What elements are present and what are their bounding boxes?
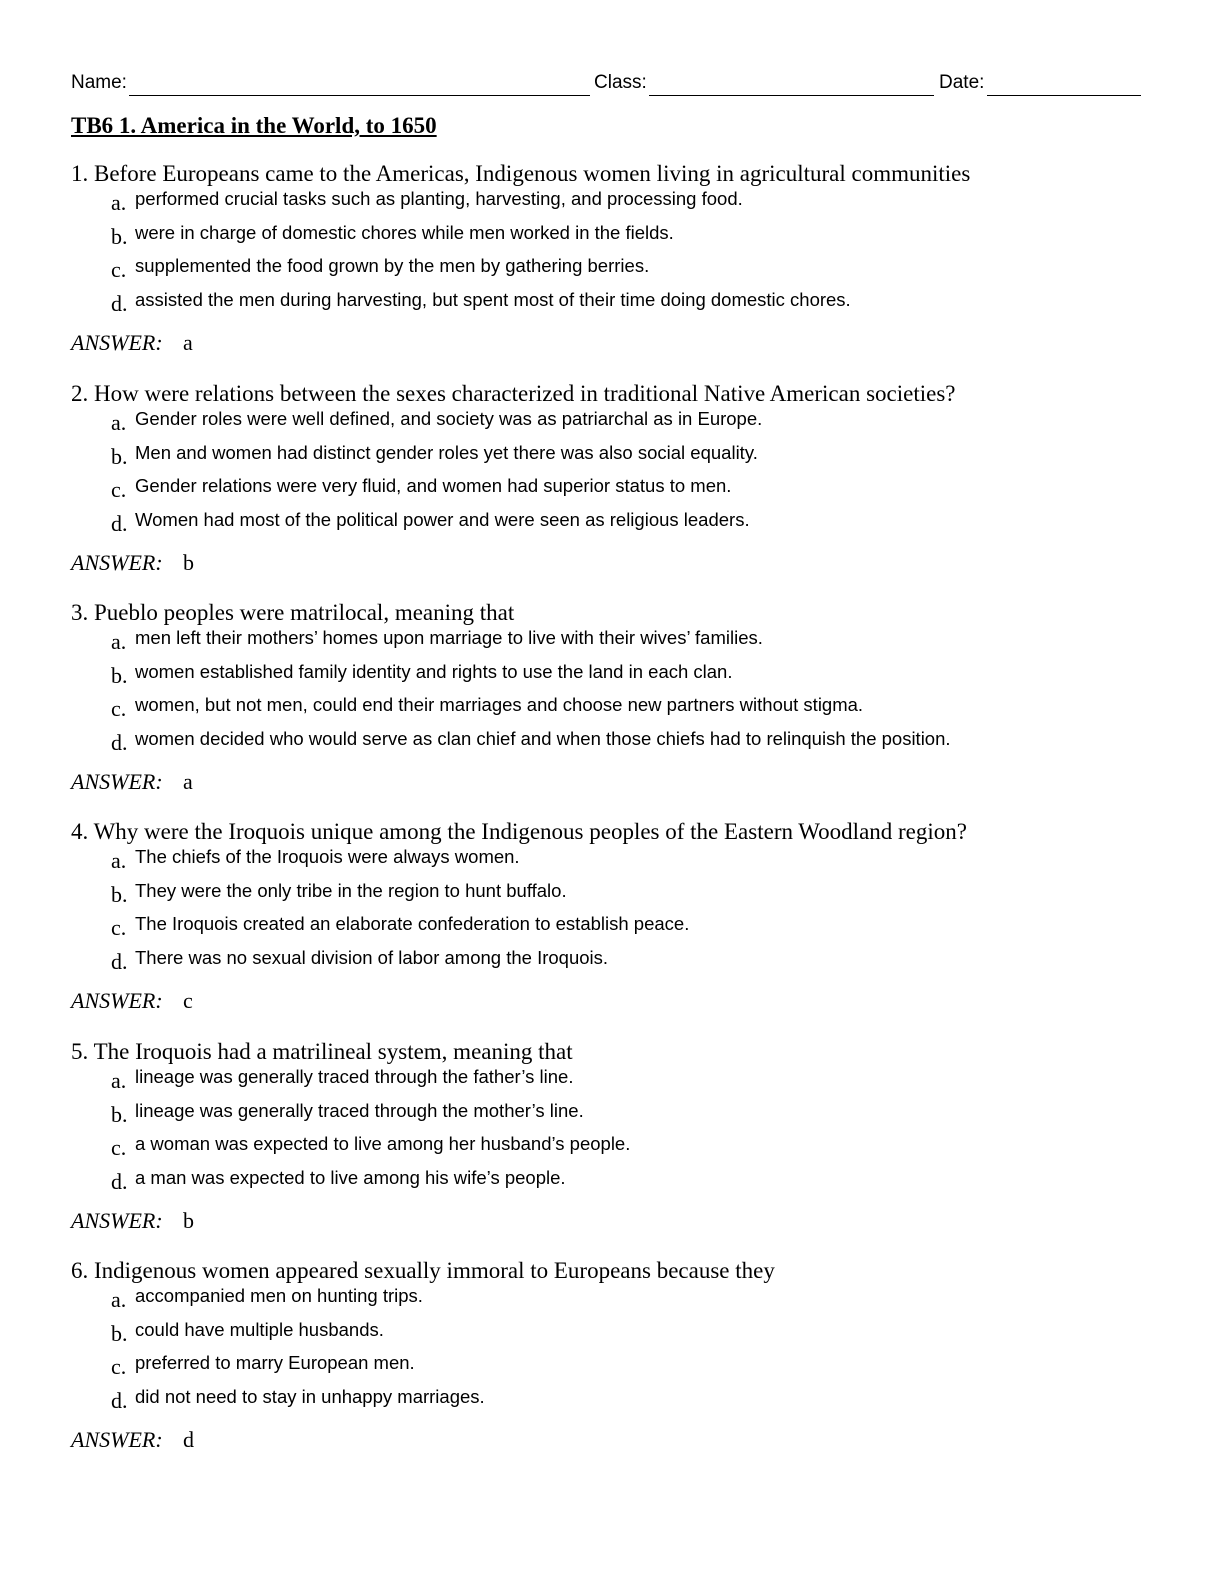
choice-text: preferred to marry European men. [135,1352,415,1373]
choice-d [71,947,1151,981]
choice-letter: d. [111,948,128,974]
choice-text: supplemented the food grown by the men by gathering berries. [135,255,650,276]
choice-text: lineage was generally traced through the father’s line. [135,1066,574,1087]
choice-text: did not need to stay in unhappy marriages. [135,1385,485,1407]
choice-text: The Iroquois created an elaborate confederation to establish peace. [135,913,690,934]
choice-letter: a. [111,190,127,215]
choice-text: assisted the men during harvesting, but spent most of their time doing domestic chores. [135,288,851,310]
choice-c [71,475,1151,509]
choice-text: Men and women had distinct gender roles yet there was also social equality. [135,441,758,463]
answer-label: ANSWER: [71,988,163,1013]
choice-letter: c. [111,257,127,282]
choice-b [71,661,1151,695]
choice-d [71,728,1151,762]
answer-line [71,982,1151,1014]
question-stem: 6. Indigenous women appeared sexually immoral to Europeans because they [71,1258,775,1283]
choice-letter: b. [111,662,128,688]
choice-text: accompanied men on hunting trips. [135,1285,423,1306]
choice-text: Gender relations were very fluid, and women had superior status to men. [135,475,732,496]
answer-label: ANSWER: [71,1427,163,1452]
student-info-header [71,70,1141,98]
answer-line [71,763,1151,795]
answer-line [71,544,1151,576]
choice-letter: c. [111,915,127,940]
choice-c [71,1133,1151,1167]
question-stem: 5. The Iroquois had a matrilineal system, meaning that [71,1039,573,1064]
choice-letter: b. [111,881,128,907]
choice-b [71,442,1151,476]
answer-label: ANSWER: [71,550,163,575]
choice-text: Women had most of the political power and were seen as religious leaders. [135,508,750,530]
choice-text: could have multiple husbands. [135,1318,384,1340]
choice-letter: d. [111,1387,128,1413]
date-blank-line [987,95,1141,96]
choice-b [71,222,1151,256]
choice-text: women decided who would serve as clan chief and when those chiefs had to relinquish the position. [135,727,951,749]
choice-c [71,694,1151,728]
answer-value: b [183,1208,194,1233]
choice-letter: a. [111,1068,127,1093]
choice-text: There was no sexual division of labor among the Iroquois. [135,946,609,968]
choice-d [71,1386,1151,1420]
choice-letter: a. [111,410,127,435]
choice-c [71,1352,1151,1386]
choice-c [71,255,1151,289]
choice-a [71,188,1151,222]
choice-letter: a. [111,848,127,873]
answer-label: ANSWER: [71,330,163,355]
choice-d [71,509,1151,543]
choice-letter: d. [111,729,128,755]
answer-value: a [183,769,193,794]
choice-text: a man was expected to live among his wife’s people. [135,1166,566,1188]
choice-letter: d. [111,1168,128,1194]
choice-text: were in charge of domestic chores while men worked in the fields. [135,221,674,243]
answer-line [71,324,1151,356]
answer-value: a [183,330,193,355]
choice-text: women, but not men, could end their marriages and choose new partners without stigma. [135,694,864,715]
answer-value: c [183,988,193,1013]
choice-a [71,1066,1151,1100]
name-label: Name: [71,72,127,93]
question-stem: 1. Before Europeans came to the Americas, Indigenous women living in agricultural communities [71,161,971,186]
question-stem: 3. Pueblo peoples were matrilocal, meaning that [71,600,515,625]
choice-text: The chiefs of the Iroquois were always women. [135,846,520,867]
answer-line [71,1421,1151,1453]
choice-letter: c. [111,477,127,502]
choice-letter: c. [111,1135,127,1160]
choice-text: men left their mothers’ homes upon marriage to live with their wives’ families. [135,627,763,648]
choice-d [71,1167,1151,1201]
choice-letter: b. [111,443,128,469]
choice-b [71,880,1151,914]
answer-line [71,1202,1151,1234]
choice-letter: b. [111,1101,128,1127]
class-blank-line [649,95,934,96]
choice-a [71,627,1151,661]
choice-letter: c. [111,1354,127,1379]
class-label: Class: [594,72,647,93]
answer-label: ANSWER: [71,1208,163,1233]
date-label: Date: [939,72,985,93]
choice-d [71,289,1151,323]
choice-text: women established family identity and rights to use the land in each clan. [135,660,733,682]
answer-value: d [183,1427,194,1452]
question-stem: 2. How were relations between the sexes characterized in traditional Native American societies? [71,381,956,406]
choice-b [71,1319,1151,1353]
question-stem: 4. Why were the Iroquois unique among the Indigenous peoples of the Eastern Woodland region? [71,819,967,844]
choice-text: They were the only tribe in the region to hunt buffalo. [135,879,567,901]
choice-text: a woman was expected to live among her husband’s people. [135,1133,631,1154]
page-title: TB6 1. America in the World, to 1650 [71,113,437,138]
choice-letter: a. [111,1287,127,1312]
name-blank-line [129,95,590,96]
question-5 [71,1038,1151,1234]
choice-letter: b. [111,223,128,249]
choice-text: Gender roles were well defined, and society was as patriarchal as in Europe. [135,408,763,429]
question-3 [71,599,1151,795]
choice-letter: a. [111,629,127,654]
question-2 [71,380,1151,576]
question-1 [71,160,1151,356]
answer-label: ANSWER: [71,769,163,794]
question-4 [71,818,1151,1014]
choice-a [71,1285,1151,1319]
choice-letter: c. [111,696,127,721]
choice-letter: b. [111,1320,128,1346]
choice-letter: d. [111,290,128,316]
choice-b [71,1100,1151,1134]
choice-letter: d. [111,510,128,536]
choice-text: performed crucial tasks such as planting, harvesting, and processing food. [135,188,743,209]
answer-value: b [183,550,194,575]
choice-a [71,846,1151,880]
choice-a [71,408,1151,442]
choice-c [71,913,1151,947]
question-6 [71,1257,1151,1453]
choice-text: lineage was generally traced through the mother’s line. [135,1099,584,1121]
